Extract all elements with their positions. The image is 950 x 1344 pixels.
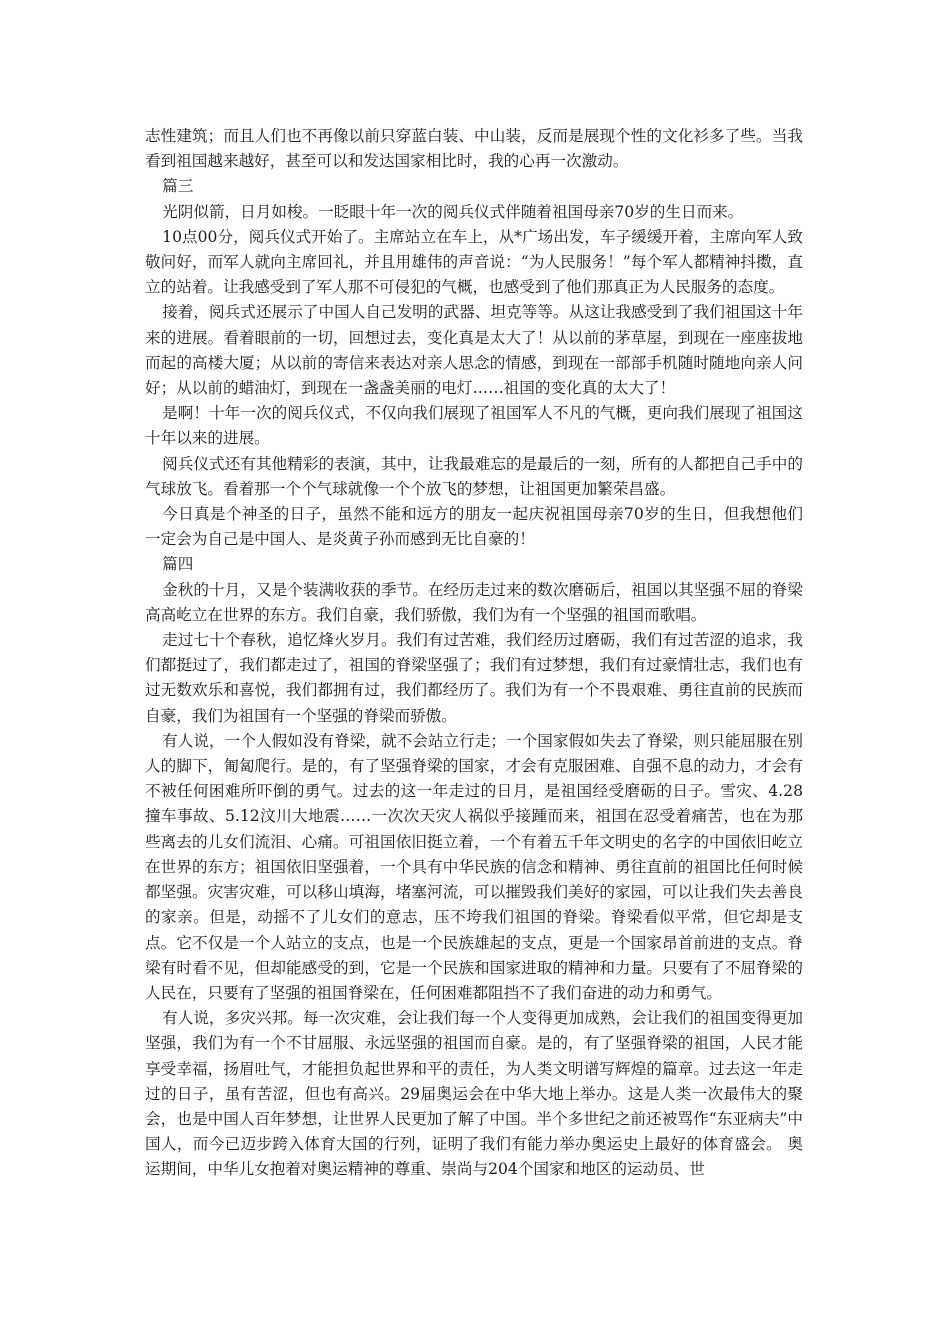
paragraph: 是啊！十年一次的阅兵仪式，不仅向我们展现了祖国军人不凡的气概，更向我们展现了祖国这十年以来的进展。 — [145, 404, 803, 448]
paragraph: 今日真是个神圣的日子，虽然不能和远方的朋友一起庆祝祖国母亲70岁的生日，但我想他们一定会为自己是中国人、是炎黄子孙而感到无比自豪的！ — [145, 505, 803, 549]
paragraph: 10点00分，阅兵仪式开始了。主席站立在车上，从*广场出发，车子缓缓开着，主席向军人致敬问好，而军人就向主席回礼，并且用雄伟的声音说：“为人民服务！”每个军人都精神抖擞，直立的站着。让我感受到了军人那不可侵犯的气概，也感受到了他们那真正为人民服务的态度。 — [145, 227, 803, 297]
document-body — [145, 124, 803, 1183]
section-heading-part-3: 篇三 — [162, 177, 194, 196]
paragraph-continued: 志性建筑；而且人们也不再像以前只穿蓝白装、中山装，反而是展现个性的文化衫多了些。当我看到祖国越来越好，甚至可以和发达国家相比时，我的心再一次激动。 — [145, 127, 803, 171]
paragraph: 金秋的十月，又是个装满收获的季节。在经历走过来的数次磨砺后，祖国以其坚强不屈的脊梁高高屹立在世界的东方。我们自豪，我们骄傲，我们为有一个坚强的祖国而歌唱。 — [145, 580, 803, 624]
paragraph: 光阴似箭，日月如梭。一眨眼十年一次的阅兵仪式伴随着祖国母亲70岁的生日而来。 — [162, 202, 744, 221]
section-heading-part-4: 篇四 — [162, 555, 194, 574]
paragraph: 走过七十个春秋，追忆烽火岁月。我们有过苦难，我们经历过磨砺，我们有过苦涩的追求，我们都挺过了，我们都走过了，祖国的脊梁坚强了；我们有过梦想，我们有过豪情壮志，我们也有过无数欢乐和喜悦，我们都拥有过，我们都经历了。我们为有一个不畏艰难、勇往直前的民族而自豪，我们为祖国有一个坚强的脊梁而骄傲。 — [145, 631, 803, 725]
paragraph: 有人说，一个人假如没有脊梁，就不会站立行走；一个国家假如失去了脊梁，则只能屈服在别人的脚下，匍匐爬行。是的，有了坚强脊梁的国家，才会有克服困难、自强不息的动力，才会有不被任何困难所吓倒的勇气。过去的这一年走过的日月，是祖国经受磨砺的日子。雪灾、4.28撞车事故、5.12汶川大地震……一次次天灾人祸似乎接踵而来，祖国在忍受着痛苦，也在为那些离去的儿女们流泪、心痛。可祖国依旧挺立着，一个有着五千年文明史的名字的中国依旧屹立在世界的东方；祖国依旧坚强着，一个具有中华民族的信念和精神、勇往直前的祖国比任何时候都坚强。灾害灾难，可以移山填海，堵塞河流，可以摧毁我们美好的家园，可以让我们失去善良的家亲。但是，动摇不了儿女们的意志，压不垮我们祖国的脊梁。脊梁看似平常，但它却是支点。它不仅是一个人站立的支点，也是一个民族雄起的支点，更是一个国家昂首前进的支点。脊梁有时看不见，但却能感受的到，它是一个民族和国家进取的精神和力量。只要有了不屈脊梁的人民在，只要有了坚强的祖国脊梁在，任何困难都阻挡不了我们奋进的动力和勇气。 — [145, 731, 803, 1002]
paragraph: 有人说，多灾兴邦。每一次灾难，会让我们每一个人变得更加成熟，会让我们的祖国变得更加坚强，我们为有一个不甘屈服、永远坚强的祖国而自豪。是的，有了坚强脊梁的祖国，人民才能享受幸福，扬眉吐气，才能担负起世界和平的责任，为人类文明谱写辉煌的篇章。过去这一年走过的日子，虽有苦涩，但也有高兴。29届奥运会在中华大地上举办。这是人类一次最伟大的聚会，也是中国人百年梦想，让世界人民更加了解了中国。半个多世纪之前还被骂作“东亚病夫”中国人，而今已迈步跨入体育大国的行列，证明了我们有能力举办奥运史上最好的体育盛会。 奥运期间，中华儿女抱着对奥运精神的尊重、崇尚与204个国家和地区的运动员、世 — [145, 1009, 803, 1179]
paragraph: 接着，阅兵式还展示了中国人自己发明的武器、坦克等等。从这让我感受到了我们祖国这十年来的进展。看着眼前的一切，回想过去，变化真是太大了！从以前的茅草屋，到现在一座座拔地而起的高楼大厦；从以前的寄信来表达对亲人思念的情感，到现在一部部手机随时随地向亲人问好；从以前的蜡油灯，到现在一盏盏美丽的电灯……祖国的变化真的太大了！ — [145, 303, 803, 398]
paragraph: 阅兵仪式还有其他精彩的表演，其中，让我最难忘的是最后的一刻，所有的人都把自己手中的气球放飞。看着那一个个气球就像一个个放飞的梦想，让祖国更加繁荣昌盛。 — [145, 454, 803, 498]
